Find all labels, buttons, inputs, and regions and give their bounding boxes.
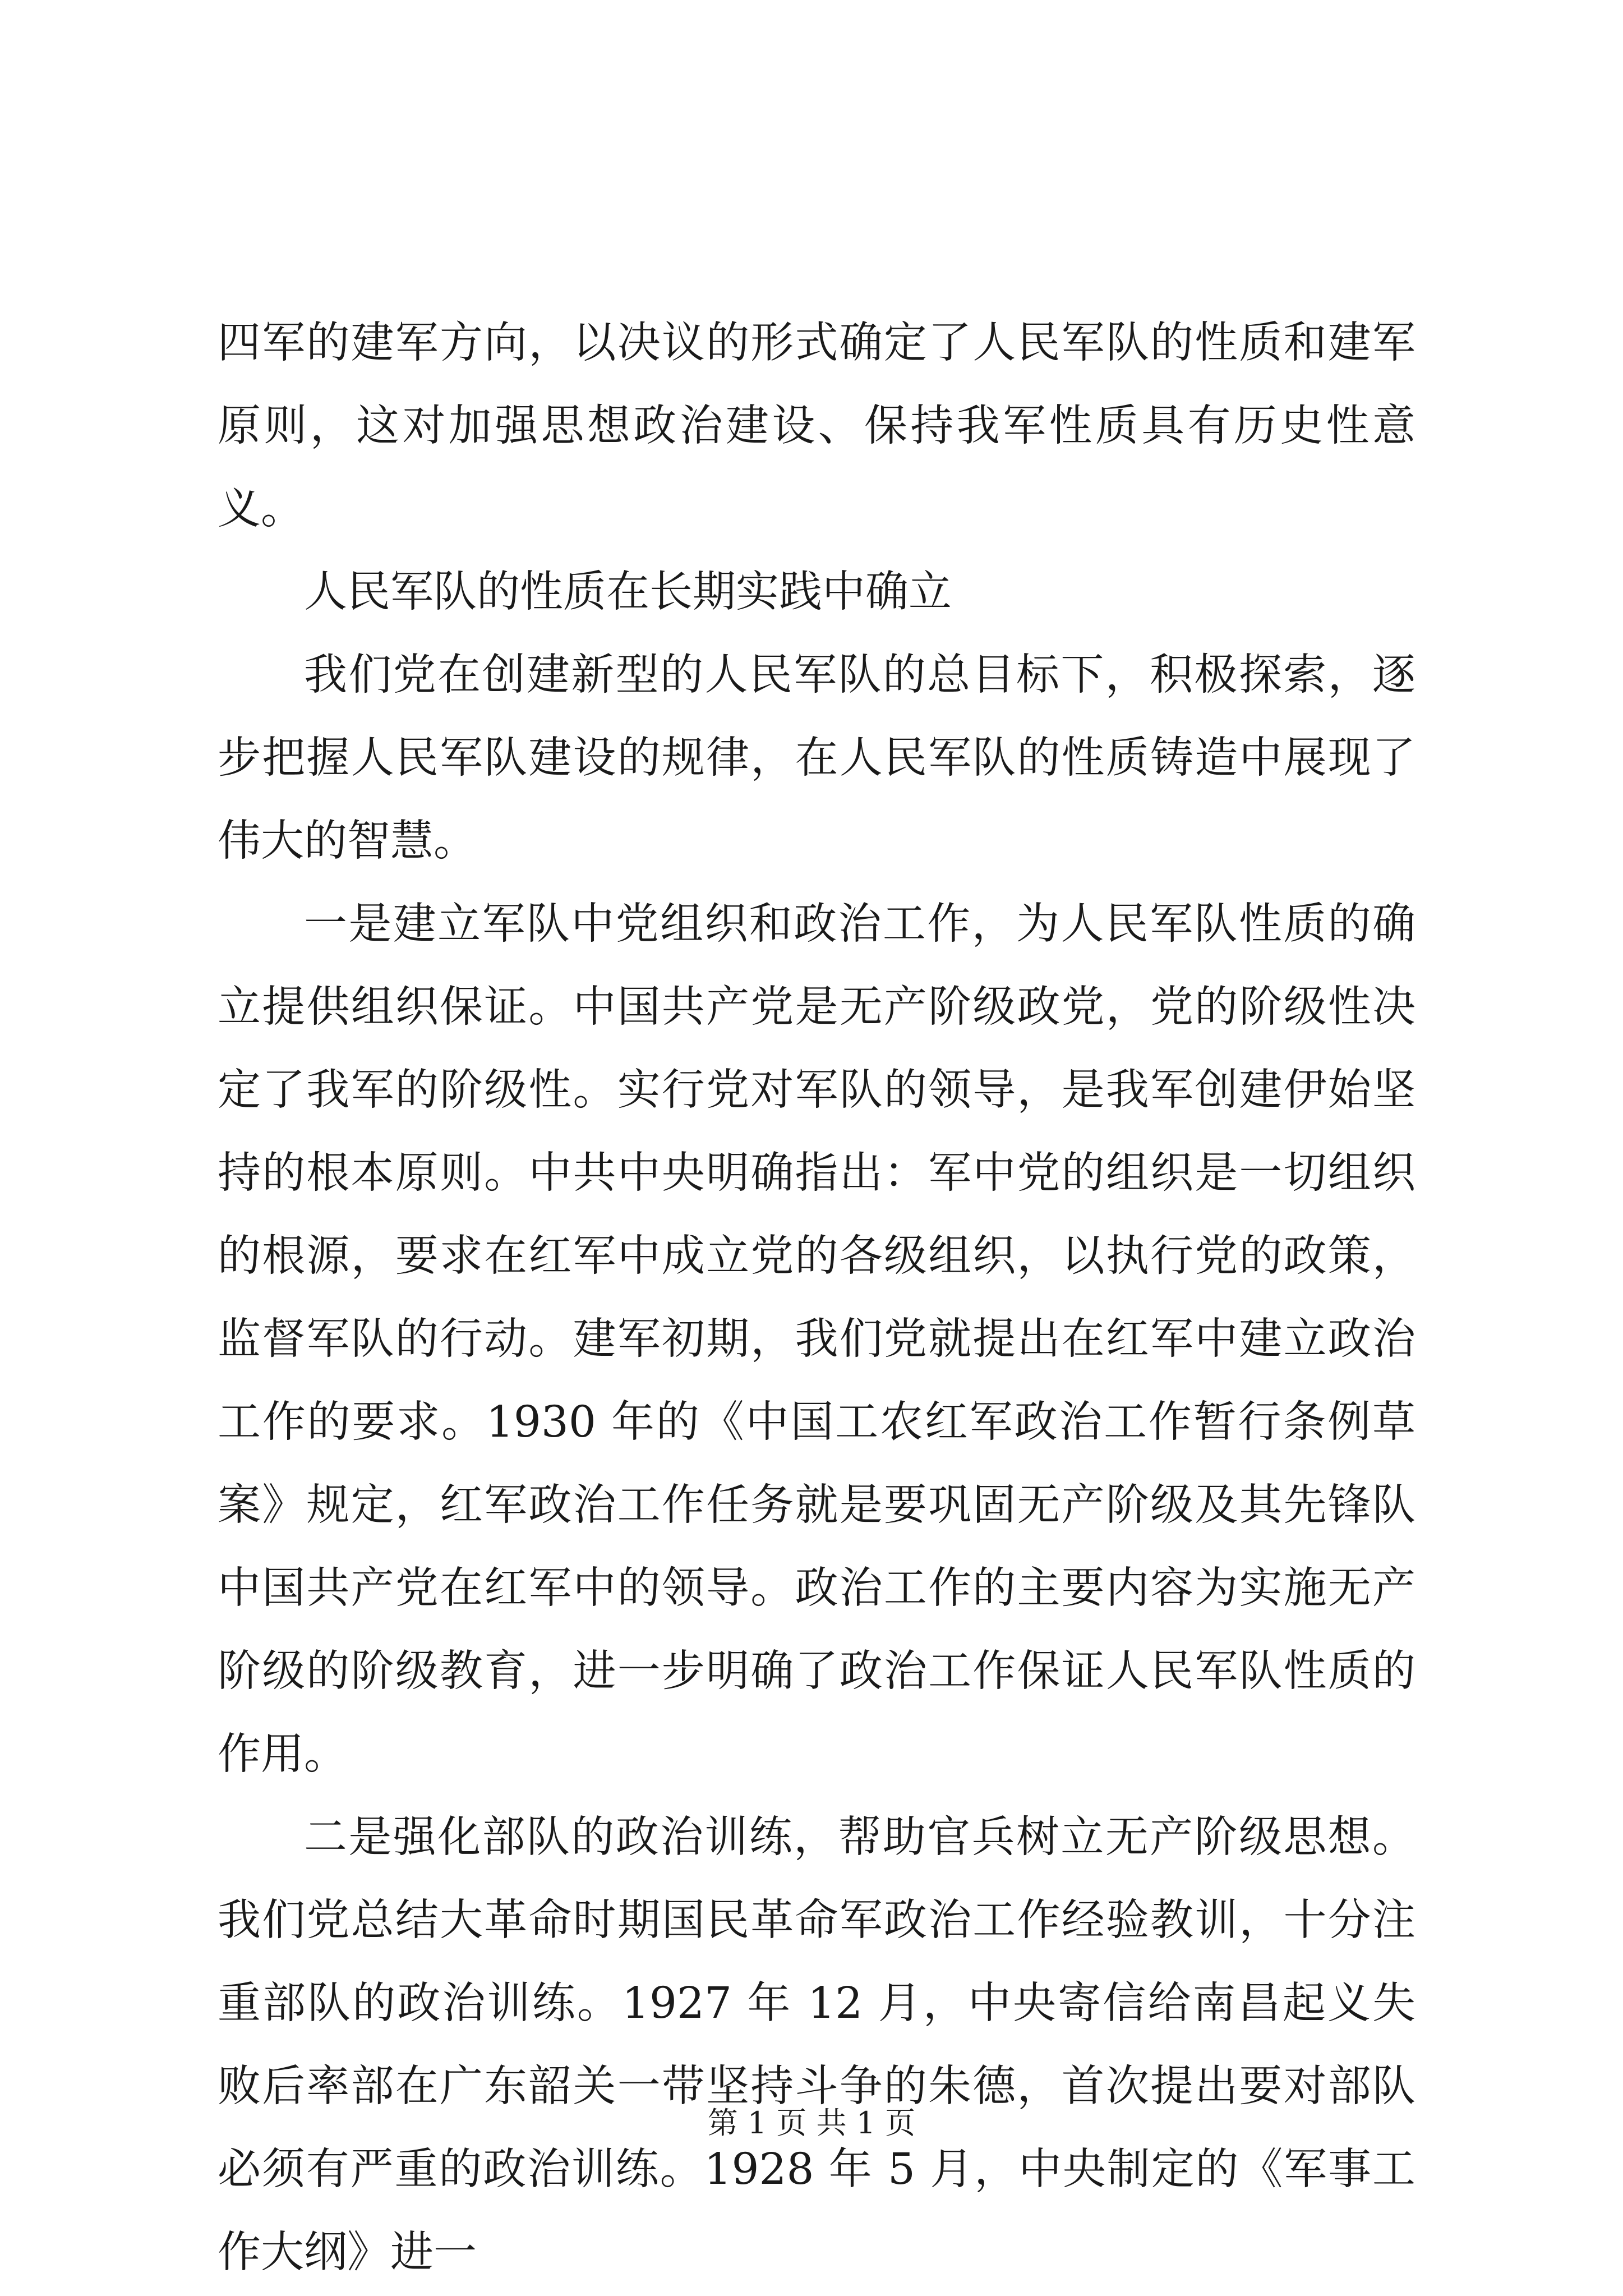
section-heading: 人民军队的性质在长期实践中确立 [304, 567, 952, 617]
page-footer: 第 1 页 共 1 页 [707, 2105, 916, 2141]
paragraph-1: 四军的建军方向，以决议的形式确定了人民军队的性质和建军原则，这对加强思想政治建设、保持我军性质具有历史性意义。 [218, 318, 1415, 534]
paragraph-4: 二是强化部队的政治训练，帮助官兵树立无产阶级思想。我们党总结大革命时期国民革命军政治工作经验教训，十分注重部队的政治训练。1927 年 12 月，中央寄信给南昌起义失败后率部在广东韶关一带坚持斗争的朱德，首次提出要对部队必须有严重的政治训练。1928 年 5 月，中央制定的《军事工作大纲》进一 [218, 1812, 1415, 2277]
document-body [218, 302, 1415, 2294]
paragraph-2: 我们党在创建新型的人民军队的总目标下，积极探索，逐步把握人民军队建设的规律，在人民军队的性质铸造中展现了伟大的智慧。 [218, 650, 1415, 866]
paragraph-3: 一是建立军队中党组织和政治工作，为人民军队性质的确立提供组织保证。中国共产党是无产阶级政党，党的阶级性决定了我军的阶级性。实行党对军队的领导，是我军创建伊始坚持的根本原则。中共中央明确指出：军中党的组织是一切组织的根源，要求在红军中成立党的各级组织，以执行党的政策，监督军队的行动。建军初期，我们党就提出在红军中建立政治工作的要求。1930 年的《中国工农红军政治工作暂行条例草案》规定，红军政治工作任务就是要巩固无产阶级及其先锋队中国共产党在红军中的领导。政治工作的主要内容为实施无产阶级的阶级教育，进一步明确了政治工作保证人民军队性质的作用。 [218, 899, 1415, 1779]
